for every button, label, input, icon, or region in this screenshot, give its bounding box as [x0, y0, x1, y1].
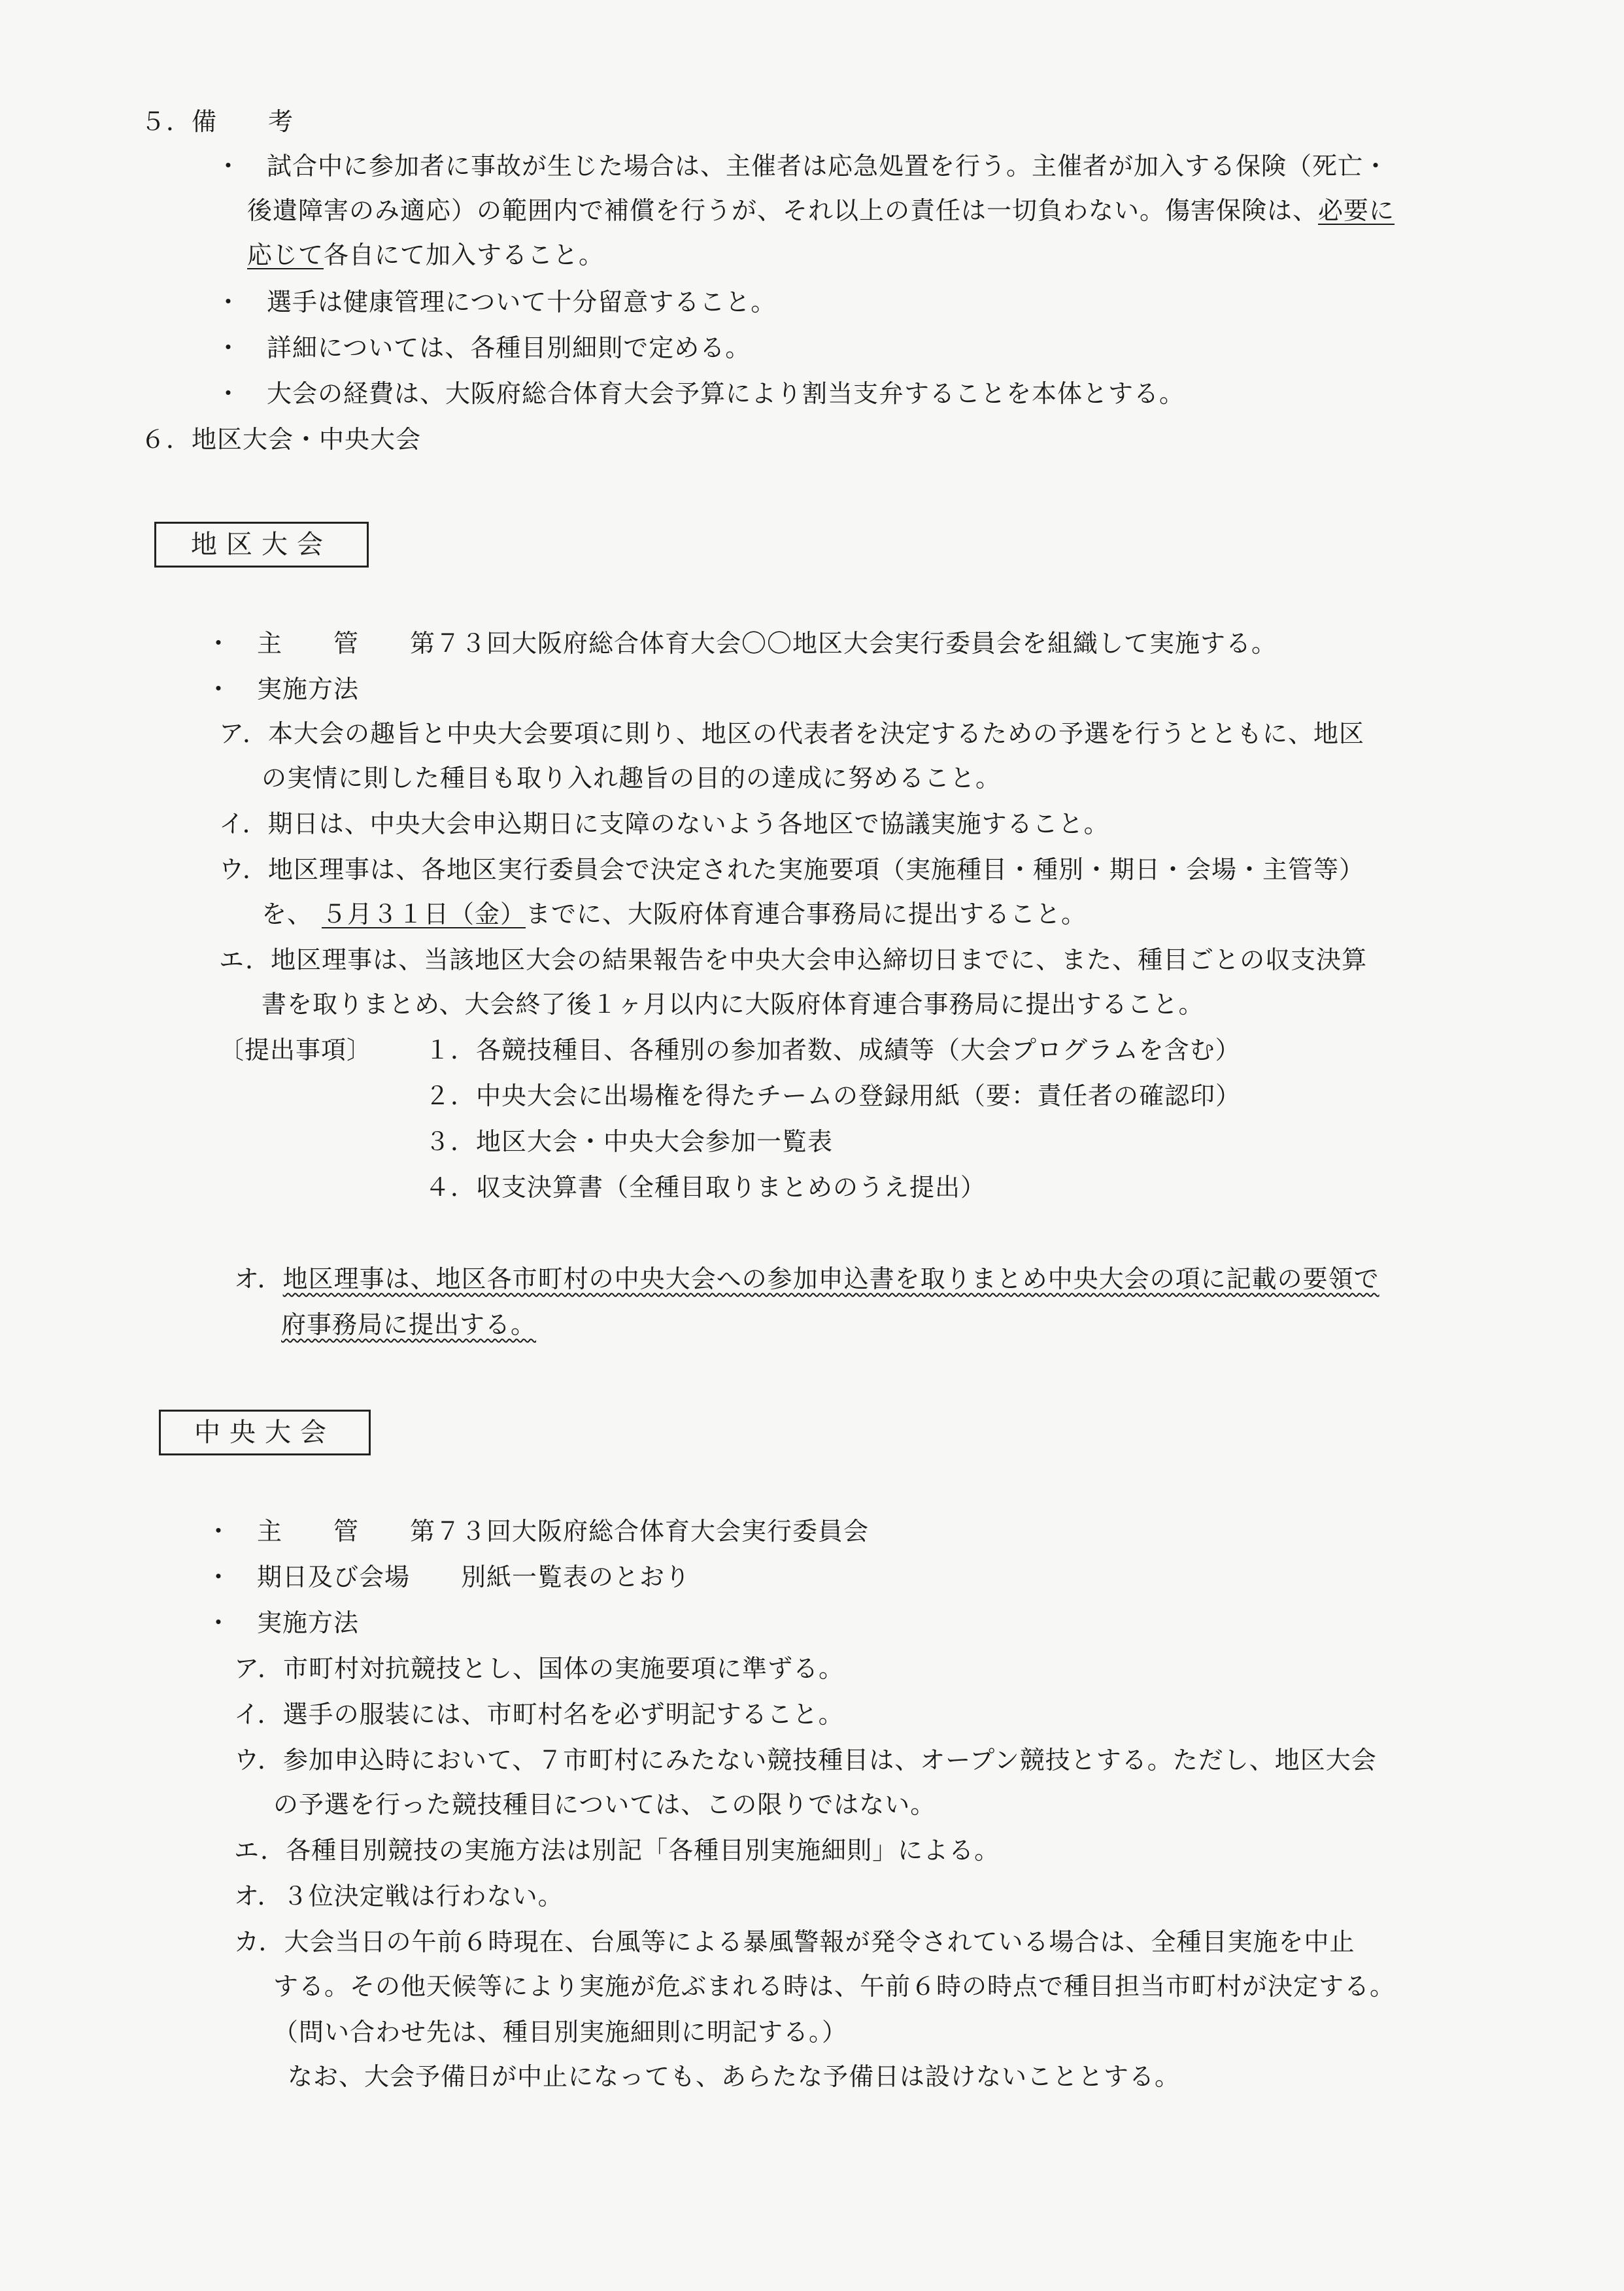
- central-item-u-line-1: ウ．参加申込時において、７市町村にみたない競技種目は、オープン競技とする。ただし、地区大会: [234, 1746, 1377, 1774]
- wavy-underlined-text: 地区理事は、地区各市町村の中央大会への参加申込書を取りまとめ中央大会の項に記載の要領で: [282, 1264, 1379, 1293]
- deadline-date: ５月３１日（金）: [322, 900, 526, 928]
- remarks-bullet-1-line-1: ・ 試合中に参加者に事故が生じた場合は、主催者は応急処置を行う。主催者が加入する保険（死亡・: [216, 152, 1389, 180]
- central-box-label: 中央大会: [159, 1410, 371, 1455]
- remarks-text: 後遺障害のみ適応）の範囲内で補償を行うが、それ以上の責任は一切負わない。傷害保険は、: [247, 196, 1319, 225]
- district-item-a-line-2: の実情に則した種目も取り入れ趣旨の目的の達成に努めること。: [262, 764, 1002, 792]
- submission-item: ３．地区大会・中央大会参加一覧表: [425, 1127, 834, 1156]
- district-box-label: 地区大会: [154, 522, 369, 568]
- district-item-i: イ．期日は、中央大会申込期日に支障のないよう各地区で協議実施すること。: [219, 809, 1109, 838]
- district-item-a-line-1: ア．本大会の趣旨と中央大会要項に則り、地区の代表者を決定するための予選を行うとともに、地区: [219, 719, 1364, 748]
- remarks-text: 各自にて加入すること。: [324, 241, 605, 269]
- section-5-heading: ５．備 考: [141, 107, 294, 136]
- central-item-ka-line-1: カ．大会当日の午前６時現在、台風等による暴風警報が発令されている場合は、全種目実施を中止: [234, 1927, 1355, 1956]
- remarks-bullet-3: ・ 詳細については、各種目別細則で定める。: [216, 333, 751, 362]
- central-item-a: ア．市町村対抗競技とし、国体の実施要項に準ずる。: [234, 1654, 844, 1683]
- underlined-text: 応じて: [247, 241, 324, 269]
- district-text: までに、大阪府体育連合事務局に提出すること。: [526, 900, 1087, 928]
- central-item-o: オ．３位決定戦は行わない。: [234, 1882, 564, 1910]
- remarks-bullet-1-line-2: [247, 195, 1395, 226]
- district-item-o-line-1: [234, 1263, 1379, 1295]
- district-text: を、: [262, 900, 313, 928]
- submission-item: １．各競技種目、各種別の参加者数、成績等（大会プログラムを含む）: [425, 1036, 1241, 1064]
- wavy-underlined-text: 府事務局に提出する。: [281, 1310, 537, 1339]
- item-prefix: オ．: [234, 1264, 283, 1293]
- central-item-u-line-2: の予選を行った競技種目については、この限りではない。: [273, 1790, 936, 1819]
- district-organizer: ・ 主 管 第７３回大阪府総合体育大会〇〇地区大会実行委員会を組織して実施する。: [206, 629, 1277, 658]
- remarks-bullet-4: ・ 大会の経費は、大阪府総合体育大会予算により割当支弁することを本体とする。: [216, 379, 1185, 408]
- district-item-e-line-1: エ．地区理事は、当該地区大会の結果報告を中央大会申込締切日までに、また、種目ごとの収支決算: [219, 945, 1368, 974]
- remarks-bullet-2: ・ 選手は健康管理について十分留意すること。: [216, 288, 777, 316]
- section-6-heading: ６．地区大会・中央大会: [141, 425, 422, 454]
- submission-item: ２．中央大会に出場権を得たチームの登録用紙（要：責任者の確認印）: [425, 1081, 1242, 1110]
- central-item-ka-line-3: （問い合わせ先は、種目別実施細則に明記する。）: [273, 2018, 848, 2046]
- central-venue: ・ 期日及び会場 別紙一覧表のとおり: [206, 1563, 691, 1591]
- central-item-e: エ．各種目別競技の実施方法は別記「各種目別実施細則」による。: [234, 1836, 1000, 1865]
- submission-label: 〔提出事項〕: [219, 1036, 373, 1064]
- submission-item: ４．収支決算書（全種目取りまとめのうえ提出）: [425, 1173, 987, 1202]
- central-organizer: ・ 主 管 第７３回大阪府総合体育大会実行委員会: [206, 1517, 870, 1546]
- district-item-o-line-2: [281, 1309, 536, 1340]
- underlined-text: 必要に: [1318, 196, 1395, 225]
- central-method-heading: ・ 実施方法: [206, 1608, 360, 1637]
- remarks-bullet-1-line-3: [247, 239, 604, 271]
- district-method-heading: ・ 実施方法: [206, 675, 360, 704]
- district-item-u-line-1: ウ．地区理事は、各地区実行委員会で決定された実施要項（実施種目・種別・期日・会場・主管等）: [219, 855, 1364, 884]
- central-item-ka-line-4: なお、大会予備日が中止になっても、あらたな予備日は設けないこととする。: [288, 2062, 1181, 2091]
- district-item-u-line-2: [262, 898, 1087, 930]
- central-item-i: イ．選手の服装には、市町村名を必ず明記すること。: [234, 1700, 844, 1729]
- district-item-e-line-2: 書を取りまとめ、大会終了後１ヶ月以内に大阪府体育連合事務局に提出すること。: [262, 990, 1204, 1019]
- central-item-ka-line-2: する。その他天候等により実施が危ぶまれる時は、午前６時の時点で種目担当市町村が決定する。: [273, 1972, 1396, 2001]
